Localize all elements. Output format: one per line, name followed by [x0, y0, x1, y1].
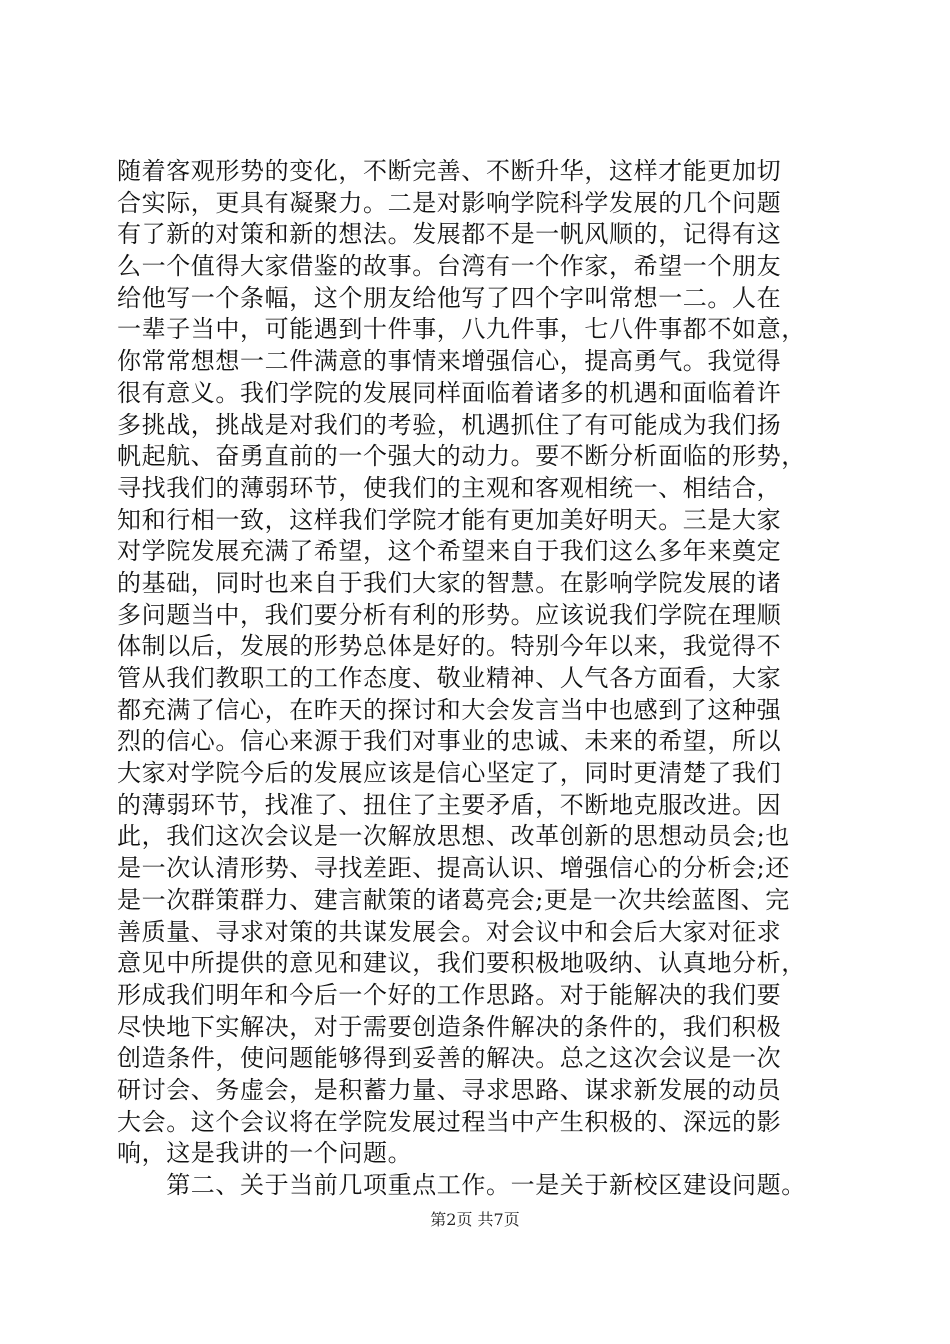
text-line: 此，我们这次会议是一次解放思想、改革创新的思想动员会;也: [117, 822, 790, 851]
text-line: 意见中所提供的意见和建议，我们要积极地吸纳、认真地分析，: [117, 949, 806, 978]
text-line: 研讨会、务虚会，是积蓄力量、寻求思路、谋求新发展的动员: [117, 1075, 782, 1104]
text-line: 对学院发展充满了希望，这个希望来自于我们这么多年来奠定: [117, 537, 782, 566]
text-line: 善质量、寻求对策的共谋发展会。对会议中和会后大家对征求: [117, 917, 782, 946]
text-line: 都充满了信心，在昨天的探讨和大会发言当中也感到了这种强: [117, 695, 782, 724]
text-line: 有了新的对策和新的想法。发展都不是一帆风顺的，记得有这: [117, 220, 782, 249]
text-line: 寻找我们的薄弱环节，使我们的主观和客观相统一、相结合，: [117, 473, 782, 502]
text-line: 体制以后，发展的形势总体是好的。特别今年以来，我觉得不: [117, 632, 782, 661]
page-number-footer: 第2页 共7页: [430, 1210, 520, 1229]
text-line: 烈的信心。信心来源于我们对事业的忠诚、未来的希望，所以: [117, 727, 782, 756]
text-line: 很有意义。我们学院的发展同样面临着诸多的机遇和面临着许: [117, 378, 782, 407]
text-line: 形成我们明年和今后一个好的工作思路。对于能解决的我们要: [117, 980, 782, 1009]
text-line: 大会。这个会议将在学院发展过程当中产生积极的、深远的影: [117, 1107, 782, 1136]
paragraph-start-line: 第二、关于当前几项重点工作。一是关于新校区建设问题。: [117, 1171, 806, 1199]
text-line: 合实际，更具有凝聚力。二是对影响学院科学发展的几个问题: [117, 188, 782, 217]
text-line: 是一次认清形势、寻找差距、提高认识、增强信心的分析会;还: [117, 854, 790, 883]
text-line: 帆起航、奋勇直前的一个强大的动力。要不断分析面临的形势，: [117, 442, 806, 471]
text-line: 管从我们教职工的工作态度、敬业精神、人气各方面看，大家: [117, 664, 782, 692]
text-line: 的基础，同时也来自于我们大家的智慧。在影响学院发展的诸: [117, 568, 782, 597]
text-line: 多挑战，挑战是对我们的考验，机遇抓住了有可能成为我们扬: [117, 410, 782, 439]
text-line: 创造条件，使问题能够得到妥善的解决。总之这次会议是一次: [117, 1044, 782, 1073]
text-line: 尽快地下实解决，对于需要创造条件解决的条件的，我们积极: [117, 1012, 782, 1041]
text-line: 是一次群策群力、建言献策的诸葛亮会;更是一次共绘蓝图、完: [117, 885, 790, 914]
text-line: 你常常想想一二件满意的事情来增强信心，提高勇气。我觉得: [117, 347, 782, 376]
text-line: 随着客观形势的变化，不断完善、不断升华，这样才能更加切: [117, 157, 782, 185]
text-line: 一辈子当中，可能遇到十件事，八九件事，七八件事都不如意，: [117, 315, 806, 344]
text-line: 响，这是我讲的一个问题。: [117, 1139, 413, 1168]
text-line: 大家对学院今后的发展应该是信心坚定了，同时更清楚了我们: [117, 759, 782, 788]
text-line: 么一个值得大家借鉴的故事。台湾有一个作家，希望一个朋友: [117, 252, 782, 281]
body-text: [117, 156, 847, 1202]
text-line: 知和行相一致，这样我们学院才能有更加美好明天。三是大家: [117, 505, 782, 534]
text-line: 给他写一个条幅，这个朋友给他写了四个字叫常想一二。人在: [117, 283, 782, 312]
text-line: 多问题当中，我们要分析有利的形势。应该说我们学院在理顺: [117, 600, 782, 629]
text-line: 的薄弱环节，找准了、扭住了主要矛盾，不断地克服改进。因: [117, 790, 782, 819]
